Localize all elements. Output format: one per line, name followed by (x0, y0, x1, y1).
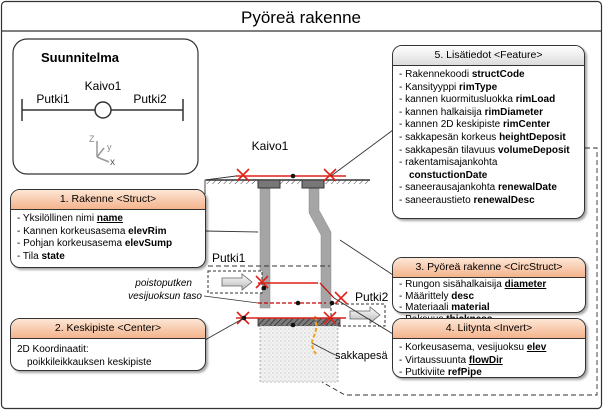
svg-text:Z: Z (89, 134, 95, 144)
svg-text:x: x (110, 157, 115, 168)
sump-area (260, 326, 338, 382)
outlet-label-line2: vesijuoksun taso (128, 291, 202, 302)
section-kaivo-label: Kaivo1 (251, 139, 289, 153)
center-box (10, 318, 206, 371)
feature-item: - Rakennekoodi structCode (399, 69, 525, 80)
center-line2: poikkileikkauksen keskipiste (27, 356, 152, 368)
plan-putki1-label: Putki1 (36, 92, 70, 106)
center-box-header: 2. Keskipiste <Center> (11, 319, 205, 339)
feature-item: - saneeraustieto renewalDesc (399, 194, 535, 206)
feature-item: - kannen 2D keskipiste rimCenter (399, 119, 551, 131)
struct-box (10, 189, 206, 268)
struct-item: - Pohjan korkeusasema elevSump (17, 238, 173, 250)
feature-box-header: 5. Lisätiedot <Feature> (393, 46, 584, 66)
feature-box-list (393, 66, 584, 208)
invert-box (392, 318, 586, 378)
invert-item: - Korkeusasema, vesijuoksu elev (399, 342, 547, 353)
manhole-cover-left (258, 180, 280, 188)
feature-item: - sakkapesän tilavuus volumeDeposit (399, 144, 570, 156)
invert-box-header: 4. Liitynta <Invert> (393, 319, 585, 339)
section-putki1-label: Putki1 (212, 251, 246, 265)
feature-item: - rakentamisajankohta (399, 157, 498, 169)
struct-box-list (11, 210, 205, 264)
circ-item: - Materiaali material (399, 302, 490, 313)
manhole-cover-right (302, 180, 324, 188)
struct-item: - Yksilöllinen nimi name (17, 213, 123, 224)
plan-putki2-label: Putki2 (133, 92, 167, 106)
ground-surface (206, 180, 370, 184)
outlet-label-line1: poistoputken (135, 278, 192, 289)
feature-item: constuctionDate (409, 169, 488, 181)
center-line1: 2D Koordinaatit: (17, 344, 89, 355)
plan-title: Suunnitelma (41, 50, 120, 65)
sump-label: sakkapesä (335, 350, 388, 362)
circ-box-header: 3. Pyöreä rakenne <CircStruct> (393, 258, 585, 278)
plan-kaivo-label: Kaivo1 (84, 79, 122, 93)
plan-manhole-circle (95, 102, 111, 118)
feature-item: - saneerausajankohta renewalDate (399, 182, 557, 194)
center-box-body (11, 339, 205, 369)
circ-item: - Määrittely desc (399, 290, 475, 302)
svg-text:y: y (107, 142, 112, 152)
invert-box-list (393, 339, 585, 380)
feature-box (392, 45, 585, 219)
feature-item: - Kansityyppi rimType (399, 81, 498, 93)
diagram-title: Pyöreä rakenne (240, 8, 362, 27)
struct-box-header: 1. Rakenne <Struct> (11, 190, 205, 210)
circ-box (392, 257, 586, 313)
feature-item: - sakkapesän korkeus heightDeposit (399, 131, 566, 143)
section-putki2-label: Putki2 (355, 290, 389, 304)
feature-item: - kannen halkaisija rimDiameter (399, 106, 543, 118)
feature-item: - kannen kuormitusluokka rimLoad (399, 94, 556, 106)
struct-item: - Tila state (17, 251, 65, 263)
struct-item: - Kannen korkeusasema elevRim (17, 225, 167, 237)
invert-item: - Virtaussuunta flowDir (399, 354, 503, 366)
circ-item: - Rungon sisähalkaisija diameter (399, 279, 547, 290)
invert-item: - Putkiviite refPipe (399, 367, 482, 378)
